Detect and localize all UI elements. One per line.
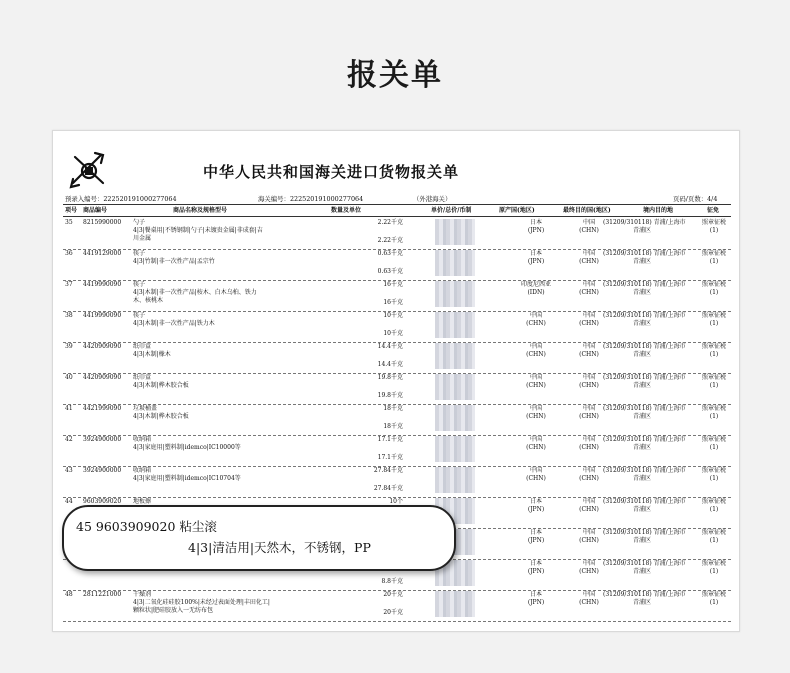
table-row	[63, 589, 731, 622]
legal-quantity: 20千克	[383, 609, 403, 616]
item-number: 40	[65, 374, 73, 381]
destination-country: 中国	[582, 219, 595, 226]
quantity: 27.84千克	[373, 467, 403, 474]
product-name: 干燥剂	[133, 591, 152, 598]
tax-mode: 照章征税	[701, 374, 726, 381]
destination-code: (CHN)	[579, 382, 599, 389]
quantity: 20千克	[383, 591, 403, 598]
quantity: 0.63千克	[377, 250, 403, 257]
domestic-destination: (31209/310118) 青浦/上海市	[603, 467, 686, 474]
table-row	[63, 465, 731, 498]
tax-mode: 照章征税	[701, 281, 726, 288]
redacted-price	[435, 405, 475, 431]
domestic-district: 青浦区	[633, 413, 652, 420]
origin-code: (CHN)	[526, 475, 546, 482]
destination-country: 中国	[582, 405, 595, 412]
product-spec-continued: 颗粒状|肥硅胶放入一无纺布包	[133, 607, 214, 614]
tax-code: (1)	[709, 537, 719, 544]
domestic-district: 青浦区	[633, 382, 652, 389]
callout-item-line: 45 9603909020 粘尘滚	[76, 519, 217, 534]
tax-mode: 照章征税	[701, 498, 726, 505]
domestic-destination: (31209/310118) 青浦/上海市	[603, 219, 686, 226]
table-row	[63, 403, 731, 436]
destination-code: (CHN)	[579, 320, 599, 327]
tax-code: (1)	[709, 320, 719, 327]
product-spec: 4|3|二氧化硅硅胶100%|未经过表面处理|丰田化工|	[133, 599, 270, 606]
product-name: 筷子	[133, 281, 146, 288]
legal-quantity: 10千克	[383, 330, 403, 337]
product-name: 垃圾桶盖	[133, 405, 158, 412]
product-spec: 4|3|木制|橡木	[133, 351, 171, 358]
highlight-callout	[62, 505, 456, 571]
domestic-district: 青浦区	[633, 506, 652, 513]
item-number: 42	[65, 436, 73, 443]
product-name: 纸巾盒	[133, 374, 152, 381]
origin-code: (JPN)	[527, 258, 545, 265]
origin-country: 中国	[529, 405, 542, 412]
hs-code: 3924900000	[83, 436, 122, 443]
domestic-destination: (31209/310118) 青浦/上海市	[603, 250, 686, 257]
legal-quantity: 0.63千克	[377, 268, 403, 275]
quantity: 18千克	[383, 405, 403, 412]
origin-country: 中国	[529, 436, 542, 443]
preentry-number: 预录入编号：222520191000277064	[65, 195, 177, 203]
header-tax: 征免	[707, 207, 720, 214]
product-spec-continued: 川金属	[133, 235, 152, 242]
origin-code: (JPN)	[527, 227, 545, 234]
domestic-district: 青浦区	[633, 475, 652, 482]
hs-code: 4419129000	[83, 250, 122, 257]
destination-code: (CHN)	[579, 537, 599, 544]
origin-code: (CHN)	[526, 444, 546, 451]
product-name: 纸巾盒	[133, 343, 152, 350]
redacted-price	[435, 250, 475, 276]
hs-code: 4419990090	[83, 281, 122, 288]
table-row	[63, 372, 731, 405]
destination-code: (CHN)	[579, 568, 599, 575]
domestic-district: 青浦区	[633, 320, 652, 327]
domestic-district: 青浦区	[633, 444, 652, 451]
item-number: 41	[65, 405, 73, 412]
tax-code: (1)	[709, 351, 719, 358]
destination-code: (CHN)	[579, 506, 599, 513]
tax-code: (1)	[709, 475, 719, 482]
quantity: 2.22千克	[377, 219, 403, 226]
product-name: 筷子	[133, 250, 146, 257]
origin-code: (JPN)	[527, 537, 545, 544]
item-number: 39	[65, 343, 73, 350]
domestic-district: 青浦区	[633, 258, 652, 265]
destination-code: (CHN)	[579, 258, 599, 265]
header-code: 商品编号	[83, 207, 108, 214]
tax-mode: 照章征税	[701, 343, 726, 350]
table-row	[63, 341, 731, 374]
product-spec-continued: 木、核桃木	[133, 297, 164, 304]
product-spec: 4|3|木制|非一次性产品|铁力木	[133, 320, 215, 327]
item-number: 35	[65, 219, 73, 226]
product-spec: 4|3|家庭用|塑料制|idemco|IC10000等	[133, 444, 241, 451]
product-spec: 4|3|木制|桦木胶合板	[133, 382, 189, 389]
product-spec: 4|3|家庭用|塑料制|idemco|IC10704等	[133, 475, 241, 482]
tax-mode: 照章征税	[701, 219, 726, 226]
origin-country: 日本	[529, 529, 542, 536]
redacted-price	[435, 467, 475, 493]
item-number: 43	[65, 467, 73, 474]
table-row	[63, 217, 731, 250]
destination-country: 中国	[582, 374, 595, 381]
redacted-price	[435, 312, 475, 338]
origin-code: (JPN)	[527, 568, 545, 575]
redacted-price	[435, 281, 475, 307]
origin-country: 日本	[529, 591, 542, 598]
domestic-district: 青浦区	[633, 351, 652, 358]
domestic-destination: (31209/310118) 青浦/上海市	[603, 498, 686, 505]
tax-code: (1)	[709, 289, 719, 296]
domestic-destination: (31209/310118) 青浦/上海市	[603, 560, 686, 567]
redacted-price	[435, 436, 475, 462]
tax-mode: 照章征税	[701, 436, 726, 443]
legal-quantity: 14.4千克	[377, 361, 403, 368]
quantity: 16千克	[383, 281, 403, 288]
redacted-price	[435, 343, 475, 369]
hs-code: 9603909020	[83, 498, 122, 505]
tax-code: (1)	[709, 258, 719, 265]
domestic-destination: (31209/310118) 青浦/上海市	[603, 343, 686, 350]
tax-code: (1)	[709, 413, 719, 420]
quantity: 10个	[389, 498, 403, 505]
origin-code: (JPN)	[527, 506, 545, 513]
hs-code: 4420909090	[83, 343, 122, 350]
table-row	[63, 310, 731, 343]
tax-code: (1)	[709, 506, 719, 513]
table-row	[63, 248, 731, 281]
hs-code: 8215990000	[83, 219, 122, 226]
tax-mode: 照章征税	[701, 405, 726, 412]
destination-country: 中国	[582, 436, 595, 443]
origin-country: 日本	[529, 560, 542, 567]
legal-quantity: 8.8千克	[381, 578, 403, 585]
table-row	[63, 434, 731, 467]
domestic-destination: (31209/310118) 青浦/上海市	[603, 591, 686, 598]
hs-code: 2811221000	[83, 591, 122, 598]
origin-code: (CHN)	[526, 320, 546, 327]
legal-quantity: 2.22千克	[377, 237, 403, 244]
tax-code: (1)	[709, 382, 719, 389]
destination-code: (CHN)	[579, 413, 599, 420]
tax-mode: 照章征税	[701, 591, 726, 598]
destination-code: (CHN)	[579, 227, 599, 234]
hs-code: 3924900000	[83, 467, 122, 474]
destination-country: 中国	[582, 498, 595, 505]
page-title: 报关单	[347, 58, 443, 93]
destination-code: (CHN)	[579, 444, 599, 451]
item-number: 38	[65, 312, 73, 319]
product-name: 地板擦	[133, 498, 152, 505]
destination-country: 中国	[582, 560, 595, 567]
destination-code: (CHN)	[579, 475, 599, 482]
banner	[0, 0, 790, 120]
table-row	[63, 279, 731, 312]
domestic-destination: (31209/310118) 青浦/上海市	[603, 374, 686, 381]
destination-country: 中国	[582, 281, 595, 288]
hs-code: 4419990090	[83, 312, 122, 319]
origin-code: (CHN)	[526, 382, 546, 389]
legal-quantity: 19.8千克	[377, 392, 403, 399]
tax-code: (1)	[709, 599, 719, 606]
hs-code: 4421999090	[83, 405, 122, 412]
table-header	[63, 205, 731, 217]
quantity: 14.4千克	[377, 343, 403, 350]
domestic-district: 青浦区	[633, 227, 652, 234]
redacted-price	[435, 591, 475, 617]
origin-country: 中国	[529, 374, 542, 381]
product-spec: 4|3|木制|桦木胶合板	[133, 413, 189, 420]
domestic-destination: (31209/310118) 青浦/上海市	[603, 436, 686, 443]
destination-code: (CHN)	[579, 599, 599, 606]
origin-country: 日本	[529, 219, 542, 226]
header-no: 项号	[65, 207, 78, 214]
tax-mode: 照章征税	[701, 529, 726, 536]
domestic-district: 青浦区	[633, 568, 652, 575]
destination-country: 中国	[582, 467, 595, 474]
domestic-district: 青浦区	[633, 537, 652, 544]
destination-code: (CHN)	[579, 351, 599, 358]
item-number: 48	[65, 591, 73, 598]
product-name: 收纳箱	[133, 467, 152, 474]
quantity: 17.1千克	[377, 436, 403, 443]
item-number: 37	[65, 281, 73, 288]
origin-country: 中国	[529, 343, 542, 350]
origin-country: 中国	[529, 467, 542, 474]
product-name: 筷子	[133, 312, 146, 319]
product-name: 收纳箱	[133, 436, 152, 443]
header-domestic: 境内目的地	[643, 207, 674, 214]
header-name: 商品名称及规格型号	[173, 207, 228, 214]
quantity: 19.8千克	[377, 374, 403, 381]
hs-code: 4420909090	[83, 374, 122, 381]
origin-country: 中国	[529, 312, 542, 319]
item-number: 36	[65, 250, 73, 257]
document-title: 中华人民共和国海关进口货物报关单	[203, 163, 460, 181]
legal-quantity: 16千克	[383, 299, 403, 306]
origin-country: 日本	[529, 250, 542, 257]
legal-quantity: 27.84千克	[373, 485, 403, 492]
header-price: 单价/总价/币制	[431, 207, 472, 214]
customs-number: 海关编号：222520191000277064	[258, 195, 364, 203]
page-count: 页码/页数：4/4	[673, 195, 718, 203]
quantity: 10千克	[383, 312, 403, 319]
tax-code: (1)	[709, 444, 719, 451]
domestic-destination: (31209/310118) 青浦/上海市	[603, 529, 686, 536]
destination-code: (CHN)	[579, 289, 599, 296]
callout-spec-line: 4|3|清洁用|天然木，不锈钢，PP	[188, 540, 371, 555]
destination-country: 中国	[582, 591, 595, 598]
domestic-destination: (31209/310118) 青浦/上海市	[603, 405, 686, 412]
redacted-price	[435, 219, 475, 245]
header-destination: 最终目的国(地区)	[563, 207, 611, 214]
product-name: 勺子	[133, 219, 146, 226]
tax-code: (1)	[709, 227, 719, 234]
redacted-price	[435, 374, 475, 400]
origin-country: 日本	[529, 498, 542, 505]
destination-country: 中国	[582, 343, 595, 350]
origin-code: (JPN)	[527, 599, 545, 606]
tax-code: (1)	[709, 568, 719, 575]
origin-code: (IDN)	[527, 289, 545, 296]
legal-quantity: 17.1千克	[377, 454, 403, 461]
product-spec: 4|3|餐桌用|不锈钢制|勺子|未镀贵金属|非成套|吉	[133, 227, 263, 234]
domestic-district: 青浦区	[633, 289, 652, 296]
domestic-district: 青浦区	[633, 599, 652, 606]
header-qty: 数量及单位	[331, 207, 362, 214]
destination-country: 中国	[582, 312, 595, 319]
customs-port: （外港海关）	[413, 195, 452, 203]
header-origin: 原产国(地区)	[499, 207, 535, 214]
tax-mode: 照章征税	[701, 560, 726, 567]
tax-mode: 照章征税	[701, 312, 726, 319]
domestic-destination: (31209/310118) 青浦/上海市	[603, 281, 686, 288]
origin-code: (CHN)	[526, 413, 546, 420]
domestic-destination: (31209/310118) 青浦/上海市	[603, 312, 686, 319]
customs-emblem-icon	[67, 149, 111, 191]
item-number: 44	[65, 498, 73, 505]
tax-mode: 照章征税	[701, 250, 726, 257]
product-spec: 4|3|木制|非一次性产品|桉木、白木乌桕、铁力	[133, 289, 257, 296]
destination-country: 中国	[582, 529, 595, 536]
tax-mode: 照章征税	[701, 467, 726, 474]
origin-code: (CHN)	[526, 351, 546, 358]
destination-country: 中国	[582, 250, 595, 257]
product-spec: 4|3|竹制|非一次性产品|孟宗竹	[133, 258, 215, 265]
legal-quantity: 18千克	[383, 423, 403, 430]
origin-country: 印度尼西亚	[520, 281, 551, 288]
